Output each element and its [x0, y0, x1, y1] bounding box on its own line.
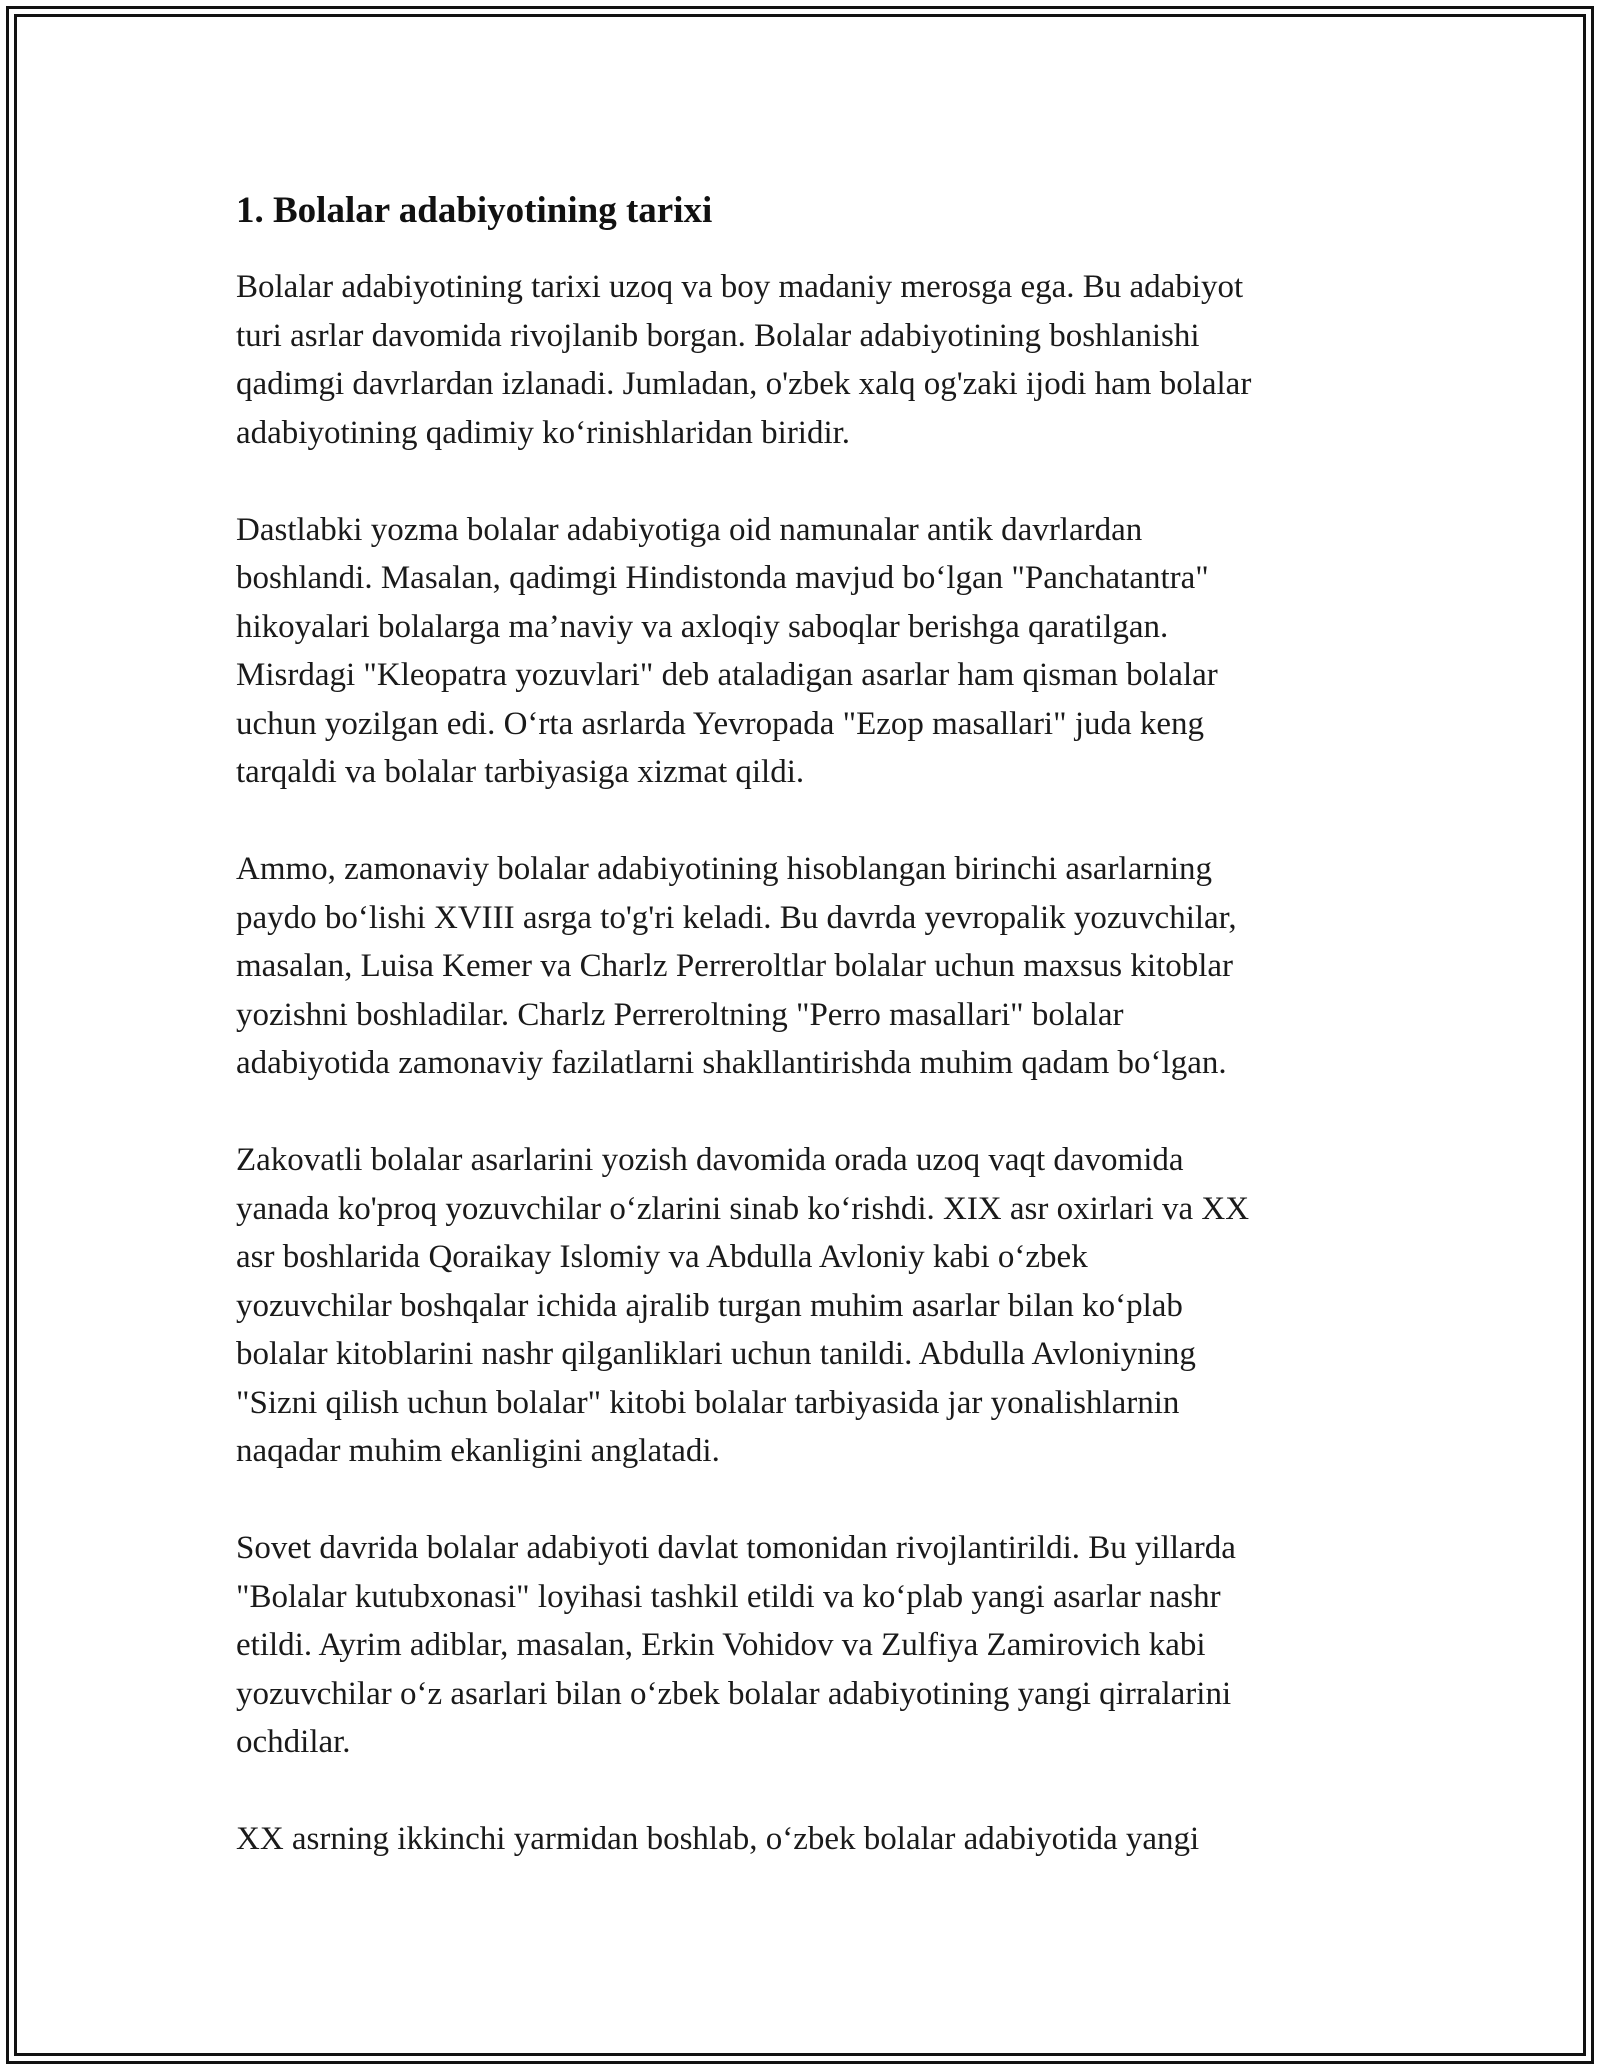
document-body	[236, 185, 1376, 1912]
text-line: masalan, Luisa Kemer va Charlz Perreroltlar bolalar uchun maxsus kitoblar	[236, 948, 1233, 984]
paragraph	[236, 1136, 1376, 1476]
text-line: yozishni boshladilar. Charlz Perreroltning "Perro masallari" bolalar	[236, 996, 1124, 1033]
text-line: turi asrlar davomida rivojlanib borgan. Bolalar adabiyotining boshlanishi	[236, 317, 1200, 354]
paragraph	[236, 845, 1376, 1088]
text-line: boshlandi. Masalan, qadimgi Hindistonda mavjud bo‘lgan "Panchatantra"	[236, 560, 1209, 596]
text-line: yozuvchilar o‘z asarlari bilan o‘zbek bolalar adabiyotining yangi qirralarini	[236, 1675, 1232, 1712]
text-line: XX asrning ikkinchi yarmidan boshlab, o‘zbek bolalar adabiyotida yangi	[236, 1821, 1200, 1857]
text-line: adabiyotining qadimiy ko‘rinishlaridan biridir.	[236, 414, 851, 451]
text-line: ochdilar.	[236, 1724, 351, 1760]
section-heading: 1. Bolalar adabiyotining tarixi	[236, 190, 713, 231]
text-line: Dastlabki yozma bolalar adabiyotiga oid namunalar antik davrlardan	[236, 511, 1143, 548]
text-line: tarqaldi va bolalar tarbiyasiga xizmat qildi.	[236, 754, 805, 790]
text-line: Bolalar adabiyotining tarixi uzoq va boy madaniy merosga ega. Bu adabiyot	[236, 269, 1244, 305]
text-line: Misrdagi "Kleopatra yozuvlari" deb ataladigan asarlar ham qisman bolalar	[236, 657, 1218, 693]
paragraph	[236, 1815, 1376, 1864]
text-line: yozuvchilar boshqalar ichida ajralib turgan muhim asarlar bilan ko‘plab	[236, 1287, 1183, 1324]
text-line: yanada ko'proq yozuvchilar o‘zlarini sinab ko‘rishdi. XIX asr oxirlari va XX	[236, 1190, 1250, 1227]
text-line: Ammo, zamonaviy bolalar adabiyotining hisoblangan birinchi asarlarning	[236, 851, 1212, 887]
text-line: bolalar kitoblarini nashr qilganliklari uchun tanildi. Abdulla Avloniyning	[236, 1336, 1196, 1372]
text-line: naqadar muhim ekanligini anglatadi.	[236, 1433, 720, 1469]
text-line: etildi. Ayrim adiblar, masalan, Erkin Vohidov va Zulfiya Zamirovich kabi	[236, 1627, 1206, 1663]
text-line: paydo bo‘lishi XVIII asrga to'g'ri keladi. Bu davrda yevropalik yozuvchilar,	[236, 899, 1237, 936]
paragraph	[236, 1524, 1376, 1767]
text-line: Zakovatli bolalar asarlarini yozish davomida orada uzoq vaqt davomida	[236, 1142, 1184, 1178]
text-line: uchun yozilgan edi. O‘rta asrlarda Yevropada "Ezop masallari" juda keng	[236, 705, 1205, 742]
text-line: hikoyalari bolalarga ma’naviy va axloqiy saboqlar berishga qaratilgan.	[236, 608, 1169, 645]
text-line: Sovet davrida bolalar adabiyoti davlat tomonidan rivojlantirildi. Bu yillarda	[236, 1530, 1236, 1566]
paragraph	[236, 263, 1376, 457]
text-line: asr boshlarida Qoraikay Islomiy va Abdulla Avloniy kabi o‘zbek	[236, 1239, 1088, 1275]
text-line: adabiyotida zamonaviy fazilatlarni shakllantirishda muhim qadam bo‘lgan.	[236, 1045, 1227, 1081]
paragraph	[236, 506, 1376, 797]
text-line: "Bolalar kutubxonasi" loyihasi tashkil etildi va ko‘plab yangi asarlar nashr	[236, 1578, 1221, 1615]
text-line: "Sizni qilish uchun bolalar" kitobi bolalar tarbiyasida jar yonalishlarnin	[236, 1384, 1180, 1421]
paragraph-list	[236, 263, 1376, 1864]
text-line: qadimgi davrlardan izlanadi. Jumladan, o'zbek xalq og'zaki ijodi ham bolalar	[236, 366, 1252, 402]
